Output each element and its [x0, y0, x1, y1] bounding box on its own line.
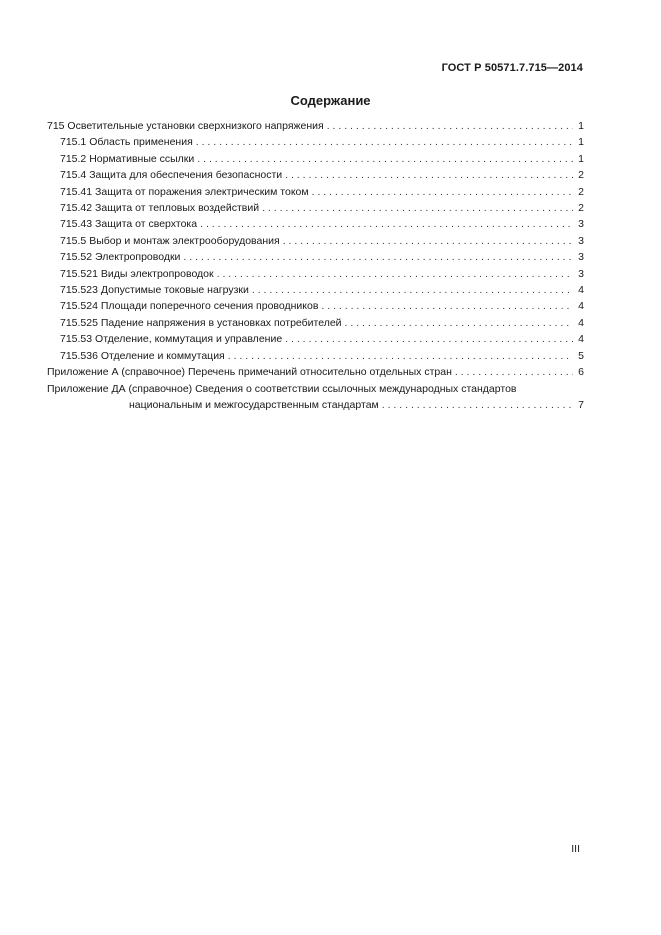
- toc-entry-label: 715.53 Отделение, коммутация и управление: [60, 333, 283, 346]
- toc-leader-dots: [312, 184, 573, 200]
- toc-entry[interactable]: [47, 118, 584, 134]
- toc-entry[interactable]: [47, 348, 584, 364]
- toc-entry-appendix-a[interactable]: [47, 364, 584, 380]
- toc-entry-page: 5: [578, 349, 584, 362]
- toc-leader-dots: [455, 364, 573, 380]
- standard-code-header: ГОСТ Р 50571.7.715—2014: [441, 62, 583, 74]
- toc-entry-label: 715 Осветительные установки сверхнизкого напряжения: [47, 120, 324, 132]
- toc-leader-dots: [285, 167, 573, 183]
- toc-leader-dots: [228, 348, 573, 364]
- toc-entry-label: 715.4 Защита для обеспечения безопасности: [60, 169, 283, 182]
- toc-entry-label: 715.523 Допустимые токовые нагрузки: [60, 284, 249, 297]
- toc-entry-appendix-da-continuation[interactable]: [47, 397, 584, 413]
- toc-entry-page: 3: [578, 218, 584, 231]
- toc-entry[interactable]: [47, 151, 584, 167]
- toc-entry-page: 3: [578, 234, 584, 247]
- toc-leader-dots: [200, 216, 573, 232]
- toc-entry[interactable]: [47, 249, 584, 265]
- toc-leader-dots: [262, 200, 573, 216]
- toc-entry-page: 2: [578, 169, 584, 182]
- toc-entry-page: 6: [578, 366, 584, 379]
- toc-leader-dots: [252, 282, 573, 298]
- toc-entry-page: 1: [578, 152, 584, 165]
- toc-entry-label: 715.536 Отделение и коммутация: [60, 349, 225, 362]
- toc-entry-label: 715.43 Защита от сверхтока: [60, 218, 198, 231]
- toc-entry-page: 4: [578, 300, 584, 313]
- toc-entry-appendix-da[interactable]: [47, 381, 584, 397]
- toc-leader-dots: [321, 298, 573, 314]
- toc-entry[interactable]: [47, 331, 584, 347]
- toc-entry[interactable]: [47, 282, 584, 298]
- toc-entry-page: 2: [578, 202, 584, 215]
- page-number: III: [571, 843, 580, 855]
- toc-entry-label: 715.521 Виды электропроводок: [60, 267, 214, 280]
- toc-entry-page: 1: [578, 120, 584, 132]
- toc-entry[interactable]: [47, 298, 584, 314]
- toc-entry-label: Приложение А (справочное) Перечень примечаний относительно отдельных стран: [47, 366, 452, 379]
- toc-leader-dots: [283, 233, 573, 249]
- toc-entry[interactable]: [47, 167, 584, 183]
- toc-entry-label: 715.41 Защита от поражения электрическим током: [60, 185, 309, 198]
- toc-entry-page: 4: [578, 333, 584, 346]
- toc-entry-page: 1: [578, 136, 584, 149]
- toc-leader-dots: [285, 331, 573, 347]
- toc-entry-page: 4: [578, 284, 584, 297]
- toc-entry-page: 7: [578, 398, 584, 411]
- toc-leader-dots: [197, 151, 573, 167]
- toc-leader-dots: [327, 118, 573, 134]
- toc-entry[interactable]: [47, 216, 584, 232]
- table-of-contents: [47, 118, 584, 413]
- toc-leader-dots: [382, 397, 573, 413]
- toc-entry-page: 3: [578, 267, 584, 280]
- toc-entry-label: 715.52 Электропроводки: [60, 251, 181, 264]
- toc-entry-label: 715.2 Нормативные ссылки: [60, 152, 195, 165]
- toc-entry[interactable]: [47, 134, 584, 150]
- toc-entry-label: 715.524 Площади поперечного сечения проводников: [60, 300, 319, 313]
- toc-entry-page: 2: [578, 185, 584, 198]
- toc-title: Содержание: [290, 93, 371, 108]
- toc-entry-label: 715.1 Область применения: [60, 136, 193, 149]
- toc-entry-label: Приложение ДА (справочное) Сведения о соответствии ссылочных международных стандартов: [47, 382, 517, 395]
- toc-entry[interactable]: [47, 184, 584, 200]
- toc-entry[interactable]: [47, 315, 584, 331]
- toc-entry[interactable]: [47, 266, 584, 282]
- toc-leader-dots: [217, 266, 573, 282]
- toc-leader-dots: [196, 134, 573, 150]
- toc-entry[interactable]: [47, 200, 584, 216]
- toc-leader-dots: [183, 249, 573, 265]
- toc-entry-page: 4: [578, 316, 584, 329]
- toc-entry-label-continuation: национальным и межгосударственным стандартам: [129, 398, 379, 411]
- toc-entry-label: 715.525 Падение напряжения в установках потребителей: [60, 316, 342, 329]
- toc-entry-label: 715.42 Защита от тепловых воздействий: [60, 202, 260, 215]
- toc-entry-label: 715.5 Выбор и монтаж электрооборудования: [60, 234, 280, 247]
- toc-entry-page: 3: [578, 251, 584, 264]
- toc-leader-dots: [345, 315, 573, 331]
- toc-entry[interactable]: [47, 233, 584, 249]
